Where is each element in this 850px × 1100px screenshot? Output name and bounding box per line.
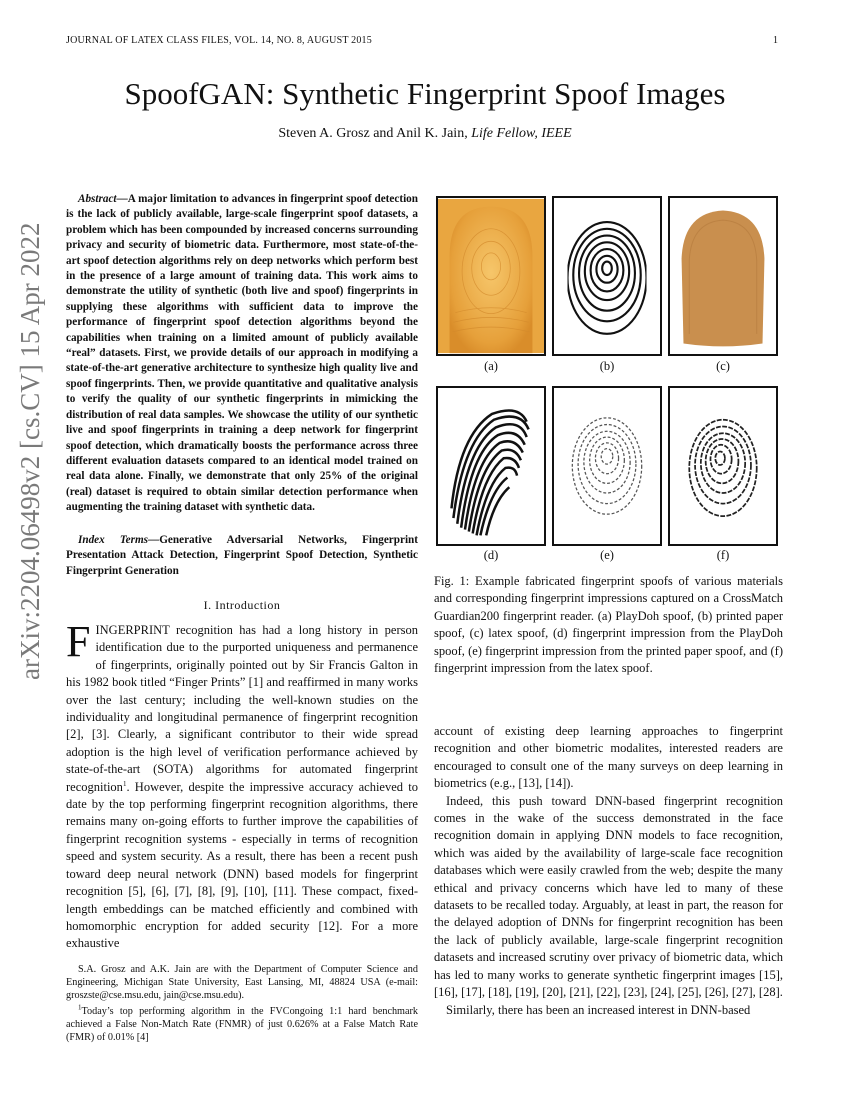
panel-c-latex-spoof xyxy=(668,196,778,356)
figure-caption: Fig. 1: Example fabricated fingerprint spoofs of various materials and corresponding fingerprint impressions captured on a CrossMatch Guardian200 fingerprint reader. (a) PlayDoh spoof, (b) printed paper spoof, (c) latex spoof, (d) fingerprint impression from the PlayDoh spoof, (e) fingerprint impression from the printed paper spoof, and (f) fingerprint impression from the latex spoof. xyxy=(434,574,783,676)
latex-spoof-image xyxy=(670,198,776,354)
index-terms-label: Index Terms xyxy=(78,534,149,546)
abstract-label: Abstract xyxy=(78,193,117,205)
panel-label-f: (f) xyxy=(716,548,730,562)
panel-b-paper-spoof xyxy=(552,196,662,356)
right-paragraph-2: Indeed, this push toward DNN-based fingerprint recognition comes in the wake of the success demonstrated in the face recognition domain in applying DNN models to face recognition, which was aided by the availability of large-scale face recognition databases which were easily crawled from the web; despite the many ethical and privacy concerns which have led to many of these datasets to be recalled today. Arguably, at least in part, the reason for the delayed adoption of DNNs for fingerprint recognition has been the lack of publicly available, large-scale fingerprint recognition datasets and increased scrutiny over privacy of biometric data, which has led to many works to generate synthetic fingerprint images [15], [16], [17], [18], [19], [20], [21], [22], [23], [24], [25], [26], [27], [28]. xyxy=(434,793,783,1000)
panel-label-e: (e) xyxy=(600,548,614,562)
panel-label-c: (c) xyxy=(716,359,730,373)
running-head: JOURNAL OF LATEX CLASS FILES, VOL. 14, NO. 8, AUGUST 2015 xyxy=(66,35,372,46)
page-number: 1 xyxy=(773,35,778,46)
arxiv-stamp: arXiv:2204.06498v2 [cs.CV] 15 Apr 2022 xyxy=(15,222,45,680)
panel-f-latex-impression xyxy=(668,386,778,546)
intro-text-b: . However, despite the impressive accuracy achieved to date by the top performing fingerprint recognition algorithms, there remains many on-going efforts to further improve the capabilities of fingerprint recognition systems - especially in terms of recognition speed and system security. As a result, there has been a recent push toward deep neural network (DNN) based models for fingerprint recognition [5], [6], [7], [8], [9], [10], [11]. These compact, fixed-length embeddings can be matched efficiently and combined with homomorphic encryption for added security [12]. For a more exhaustive xyxy=(66,779,418,951)
panel-label-d: (d) xyxy=(483,548,499,562)
drop-cap: F xyxy=(66,617,91,666)
intro-text-a: INGERPRINT recognition has had a long history in person identification due to the purported uniqueness and permanence of fingerprints, originally pointed out by Sir Francis Galton in his 1982 book titled “Finger Prints” [1] and reaffirmed in many works over the last century; including the well-known studies on the individuality and longitudinal permanence of fingerprint recognition [2], [3]. Clearly, a significant contributor to their wide spread adoption is the high level of verification performance achieved by state-of-the-art (SOTA) algorithms for automated fingerprint recognition xyxy=(66,623,418,794)
panel-a-playdoh-spoof xyxy=(436,196,546,356)
footnote-marker: 1 xyxy=(78,1003,82,1012)
footnote-1 xyxy=(66,1005,418,1045)
paper-impression-image xyxy=(554,388,660,544)
figure-1 xyxy=(436,196,778,570)
author-names: Steven A. Grosz and Anil K. Jain, xyxy=(278,126,468,141)
playdoh-impression-image xyxy=(438,388,544,544)
affiliation-note: S.A. Grosz and A.K. Jain are with the Department of Computer Science and Engineering, Michigan State University, East Lansing, MI, 48824 USA (e-mail: groszste@cse.msu.edu, jain@cse.msu.edu). xyxy=(66,964,418,1002)
paper-spoof-image xyxy=(554,198,660,354)
author-line xyxy=(0,126,850,142)
playdoh-spoof-image xyxy=(438,198,544,354)
footnote-1-text: Today’s top performing algorithm in the FVCongoing 1:1 hard benchmark achieved a False Non-Match Rate (FNMR) of just 0.626% at a False Match Rate (FMR) of 0.01% [4] xyxy=(66,1005,418,1044)
right-paragraph-1: account of existing deep learning approaches to fingerprint recognition and other biometric modalites, interested readers are encouraged to consult one of the many surveys on deep learning in biometrics (e.g., [13], [14]). xyxy=(434,724,783,791)
footnote-ref[interactable]: 1 xyxy=(122,779,127,788)
index-terms xyxy=(66,533,418,579)
right-column-body xyxy=(434,723,783,1019)
abstract-text: —A major limitation to advances in fingerprint spoof detection is the lack of publicly available, large-scale fingerprint spoof datasets, a problem which has been compounded by increased concerns surrounding privacy and security of biometric data. Furthermore, most state-of-the-art spoof detection algorithms rely on deep networks which perform best in the presence of a large amount of training data. This work aims to demonstrate the utility of synthetic (both live and spoof) fingerprints in supplying these algorithms with sufficient data to improve the performance of fingerprint spoof detection algorithms beyond the capabilities when training on a limited amount of publicly available “real” datasets. First, we provide details of our approach in modifying a state-of-the-art generative architecture to synthesize high quality live and spoof fingerprints. Then, we provide quantitative and qualitative analysis to verify the quality of our synthetic fingerprints in mimicking the distribution of real data samples. We showcase the utility of our synthetic live and spoof fingerprints in training a deep network for fingerprint spoof detection, which dramatically boosts the performance across three different evaluation datasets compared to an identical model trained on real data alone. Finally, we demonstrate that only 25% of the original (real) dataset is required to obtain similar detection performance when augmenting the training dataset with synthetic data. xyxy=(66,193,418,514)
panel-e-paper-impression xyxy=(552,386,662,546)
latex-impression-image xyxy=(670,388,776,544)
intro-paragraph xyxy=(66,617,418,953)
footnotes xyxy=(66,963,418,1046)
paper-title: SpoofGAN: Synthetic Fingerprint Spoof Images xyxy=(124,76,726,111)
index-terms-text: —Generative Adversarial Networks, Fingerprint Presentation Attack Detection, Fingerprint Spoof Detection, Synthetic Fingerprint Generation xyxy=(66,534,418,577)
panel-label-a: (a) xyxy=(484,359,498,373)
section-heading: I. Introduction xyxy=(203,598,281,612)
panel-label-b: (b) xyxy=(599,359,615,373)
abstract xyxy=(66,192,418,516)
right-paragraph-3: Similarly, there has been an increased interest in DNN-based xyxy=(446,1002,751,1017)
panel-d-playdoh-impression xyxy=(436,386,546,546)
author-role: Life Fellow, IEEE xyxy=(471,126,572,141)
